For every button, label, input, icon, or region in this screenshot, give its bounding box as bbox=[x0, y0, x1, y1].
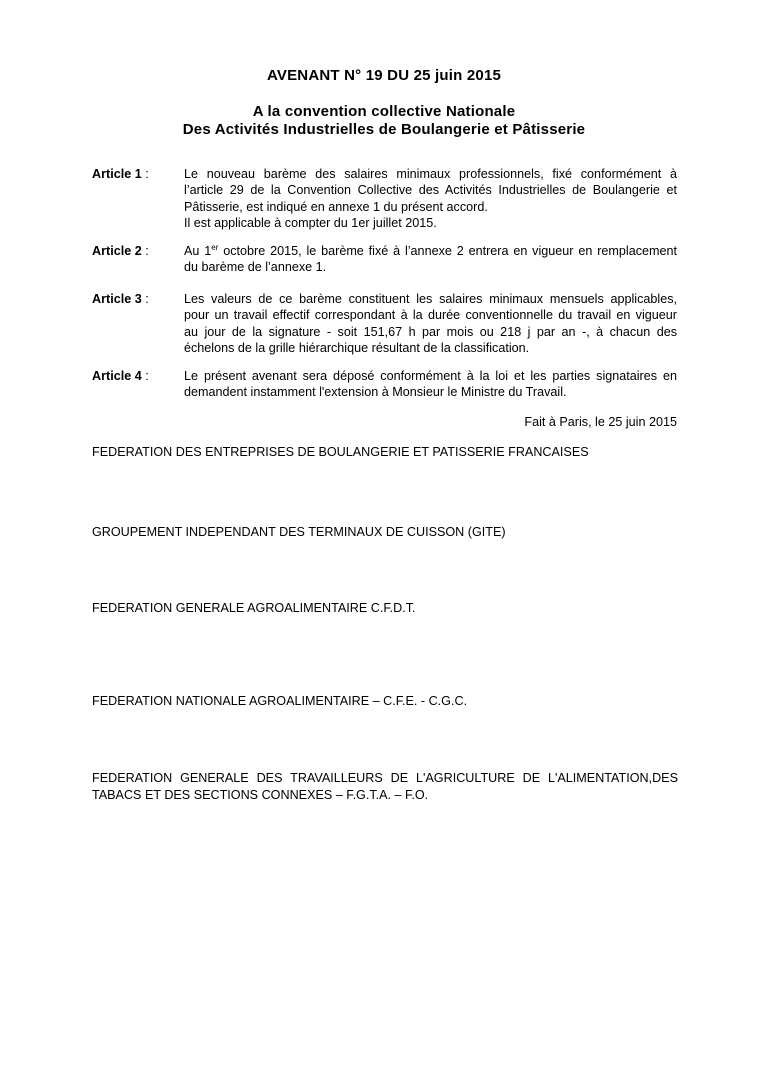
signed-place-date: Fait à Paris, le 25 juin 2015 bbox=[524, 415, 677, 429]
article-label: Article 4 : bbox=[92, 369, 149, 383]
article-line: demandent instamment l'extension à Monsieur le Ministre du Travail. bbox=[184, 385, 567, 400]
article-body bbox=[184, 368, 677, 401]
signatory: FEDERATION GENERALE AGROALIMENTAIRE C.F.D.T. bbox=[92, 601, 416, 615]
article-body bbox=[184, 166, 677, 232]
signatory: FEDERATION NATIONALE AGROALIMENTAIRE – C.F.E. - C.G.C. bbox=[92, 694, 468, 708]
article-body bbox=[184, 291, 677, 357]
article-2 bbox=[92, 243, 677, 276]
signatory: FEDERATION DES ENTREPRISES DE BOULANGERIE ET PATISSERIE FRANCAISES bbox=[92, 445, 589, 459]
document-title: AVENANT N° 19 DU 25 juin 2015 bbox=[266, 67, 502, 84]
article-body bbox=[184, 243, 677, 276]
article-line: échelons de la grille hiérarchique résultant de la classification. bbox=[184, 341, 530, 356]
article-line: Il est applicable à compter du 1er juillet 2015. bbox=[184, 216, 437, 231]
article-label: Article 1 : bbox=[92, 167, 149, 181]
article-1 bbox=[92, 166, 677, 232]
signatory: FEDERATION GENERALE DES TRAVAILLEURS DE L'AGRICULTURE DE L'ALIMENTATION,DES TABACS ET DES SECTIONS CONNEXES – F.G.T.A. – F.O. bbox=[92, 771, 678, 802]
article-label: Article 3 : bbox=[92, 292, 149, 306]
article-line: pour un travail effectif correspondant à la durée conventionnelle du travail en vigueur bbox=[184, 308, 677, 323]
article-3 bbox=[92, 291, 677, 357]
article-line: l’article 29 de la Convention Collective des Activités Industrielles de Boulangerie et bbox=[184, 183, 677, 198]
article-label: Article 2 : bbox=[92, 244, 149, 258]
article-line: au jour de la signature - soit 151,67 h par mois ou 218 j par an -, à chacun des bbox=[184, 324, 677, 339]
article-line: Le présent avenant sera déposé conformément à la loi et les parties signataires en bbox=[184, 369, 677, 383]
article-4 bbox=[92, 368, 677, 401]
document-subtitle: A la convention collective Nationale bbox=[252, 103, 516, 120]
document-subtitle-2: Des Activités Industrielles de Boulangerie et Pâtisserie bbox=[182, 121, 586, 138]
article-line: Au 1er octobre 2015, le barème fixé à l’annexe 2 entrera en vigueur en remplacement bbox=[184, 243, 677, 258]
article-line: du barème de l’annexe 1. bbox=[184, 260, 327, 275]
article-line: Les valeurs de ce barème constituent les salaires minimaux mensuels applicables, bbox=[184, 292, 677, 306]
article-line: Pâtisserie, est indiqué en annexe 1 du présent accord. bbox=[184, 199, 488, 214]
article-line: Le nouveau barème des salaires minimaux professionnels, fixé conformément à bbox=[184, 167, 677, 181]
signatory: GROUPEMENT INDEPENDANT DES TERMINAUX DE CUISSON (GITE) bbox=[92, 525, 506, 539]
